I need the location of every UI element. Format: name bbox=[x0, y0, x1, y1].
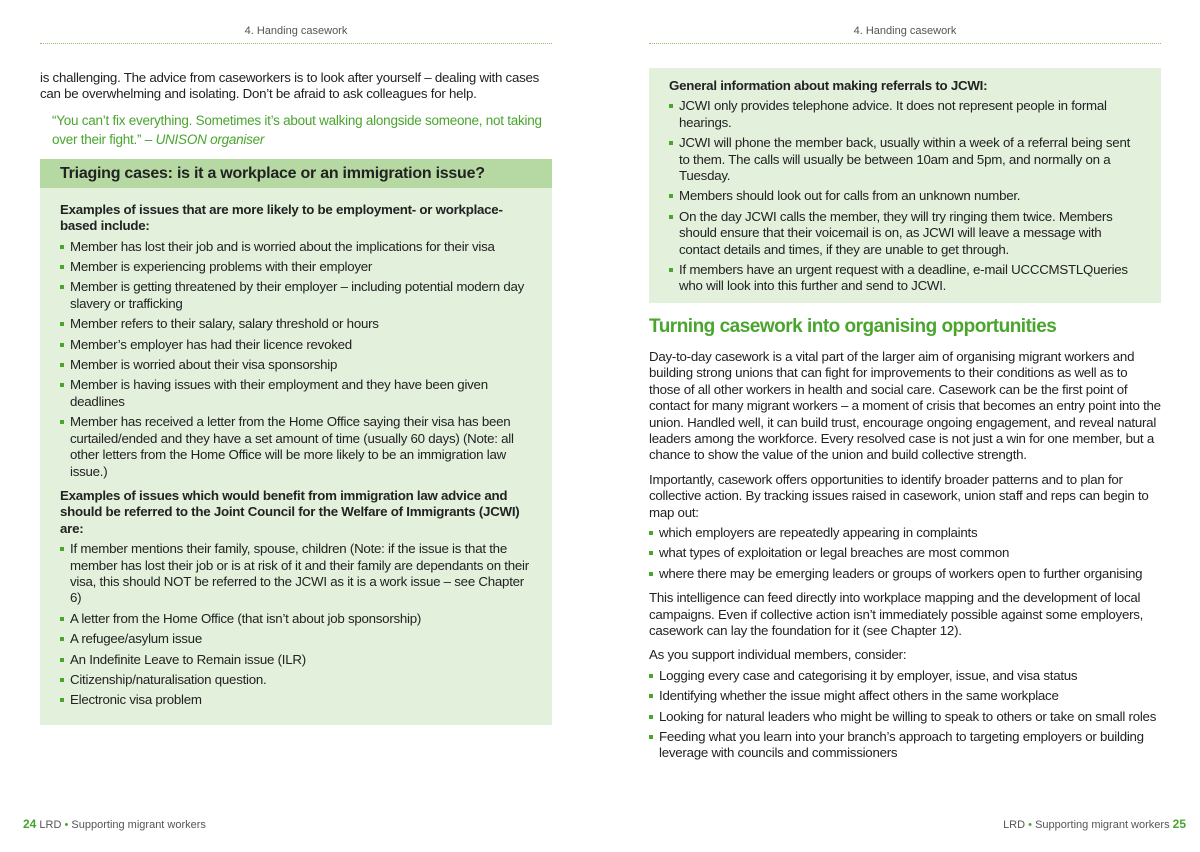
list-item-text: Member is having issues with their employment and they have been given deadlines bbox=[70, 377, 488, 409]
list-item bbox=[669, 209, 1141, 258]
running-head: 4. Handing casework bbox=[853, 25, 957, 37]
bullet-icon bbox=[649, 735, 653, 739]
page-number: 25 bbox=[1172, 817, 1186, 831]
list-item-text: Member is experiencing problems with their employer bbox=[70, 259, 373, 275]
list-item-text: JCWI only provides telephone advice. It does not represent people in formal hearings. bbox=[679, 98, 1107, 130]
page-footer bbox=[23, 817, 206, 831]
list-item-text: Feeding what you learn into your branch’s approach to targeting employers or building leverage with councils and commissioners bbox=[659, 729, 1144, 761]
bullet-icon bbox=[649, 694, 653, 698]
list-item-text: Member’s employer has had their licence revoked bbox=[70, 336, 352, 352]
left-page bbox=[23, 0, 552, 852]
list-item-text: Member refers to their salary, salary threshold or hours bbox=[70, 316, 379, 332]
bullet-icon bbox=[669, 268, 673, 272]
running-head: 4. Handing casework bbox=[244, 25, 348, 37]
list-item-text: Member is getting threatened by their employer – including potential modern day slavery or trafficking bbox=[70, 279, 525, 311]
list-item-text: If members have an urgent request with a deadline, e-mail UCCCMSTLQueries who will look into this further and send to JCWI. bbox=[679, 262, 1128, 294]
bullet-icon bbox=[60, 658, 64, 662]
list-item bbox=[60, 672, 532, 688]
bullet-icon bbox=[60, 547, 64, 551]
employment-list bbox=[60, 239, 532, 480]
triage-box-title: Triaging cases: is it a workplace or an immigration issue? bbox=[40, 159, 552, 188]
list-item bbox=[60, 357, 532, 373]
footer-title: Supporting migrant workers bbox=[71, 819, 206, 831]
bullet-icon bbox=[649, 551, 653, 555]
bullet-icon bbox=[649, 715, 653, 719]
list-item bbox=[649, 545, 1161, 561]
list-item-text: what types of exploitation or legal breaches are most common bbox=[659, 545, 1010, 561]
bullet-icon bbox=[649, 531, 653, 535]
list-item-text: An Indefinite Leave to Remain issue (ILR) bbox=[70, 651, 306, 667]
list-item bbox=[669, 98, 1141, 131]
list-item bbox=[60, 541, 532, 607]
right-content bbox=[649, 68, 1161, 770]
bullet-icon bbox=[669, 141, 673, 145]
list-item bbox=[649, 668, 1161, 684]
paragraph: Day-to-day casework is a vital part of the larger aim of organising migrant workers and building strong unions that can fight for improvements to their conditions as well as to those of all other workers in health and social care. Casework can be the first point of contact for many migrant workers – a moment of crisis that becomes an entry point into the union. Handled well, it can build trust, encourage ongoing engagement, and reveal natural leaders among the workforce. Every resolved case is not just a win for one member, but a chance to show the value of the union and build collective strength. bbox=[649, 348, 1161, 463]
header-divider bbox=[40, 43, 552, 44]
bullet-icon bbox=[60, 678, 64, 682]
list-item bbox=[60, 377, 532, 410]
footer-bullet: • bbox=[1028, 819, 1032, 831]
list-item bbox=[649, 709, 1161, 725]
bullet-icon bbox=[60, 343, 64, 347]
list-item bbox=[60, 337, 532, 353]
list-item-text: Citizenship/naturalisation question. bbox=[70, 671, 267, 687]
pull-quote bbox=[40, 111, 552, 149]
list-item bbox=[60, 239, 532, 255]
paragraph: This intelligence can feed directly into workplace mapping and the development of local campaigns. Even if collective action isn’t immediately possible against some employers, casework can lay the foundation for it (see Chapter 12). bbox=[649, 590, 1144, 638]
list-item bbox=[649, 729, 1161, 762]
list-item-text: where there may be emerging leaders or groups of workers open to further organising bbox=[659, 565, 1143, 581]
list-item bbox=[60, 611, 532, 627]
immigration-list bbox=[60, 541, 532, 709]
footer-publisher: LRD bbox=[1003, 819, 1026, 831]
footer-title: Supporting migrant workers bbox=[1035, 819, 1170, 831]
page-footer bbox=[1003, 817, 1186, 831]
list-item bbox=[649, 525, 1161, 541]
list-item-text: Logging every case and categorising it by employer, issue, and visa status bbox=[659, 667, 1078, 683]
list-item bbox=[60, 631, 532, 647]
bullet-icon bbox=[669, 104, 673, 108]
bullet-icon bbox=[60, 383, 64, 387]
footer-bullet: • bbox=[64, 819, 69, 831]
bullet-icon bbox=[649, 572, 653, 576]
list-item-text: Member has received a letter from the Home Office saying their visa has been curtailed/ended and they have a set amount of time (usually 60 days) (Note: all other letters from the Home Office will be more likely to be an immigration law issue.) bbox=[70, 414, 514, 479]
list-item bbox=[669, 262, 1141, 295]
footer-publisher: LRD bbox=[39, 819, 62, 831]
bullet-icon bbox=[60, 617, 64, 621]
list-item bbox=[669, 135, 1141, 184]
list-item-text: Members should look out for calls from an unknown number. bbox=[679, 188, 1021, 204]
page-number: 24 bbox=[23, 817, 37, 831]
list-item bbox=[669, 188, 1141, 204]
patterns-list bbox=[649, 525, 1161, 582]
list-item-text: Electronic visa problem bbox=[70, 692, 202, 708]
list-item bbox=[60, 692, 532, 708]
bullet-icon bbox=[649, 674, 653, 678]
list-item-text: Identifying whether the issue might affect others in the same workplace bbox=[659, 688, 1059, 704]
list-item bbox=[60, 414, 532, 480]
list-item bbox=[649, 688, 1161, 704]
list-item-text: Member has lost their job and is worried about the implications for their visa bbox=[70, 238, 495, 254]
jcwi-list bbox=[669, 98, 1141, 294]
bullet-icon bbox=[60, 285, 64, 289]
immigration-heading: Examples of issues which would benefit from immigration law advice and should be referred to the Joint Council for the Welfare of Immigrants (JCWI) are: bbox=[60, 487, 520, 536]
list-item-text: A refugee/asylum issue bbox=[70, 631, 202, 647]
list-item bbox=[60, 259, 532, 275]
bullet-icon bbox=[60, 322, 64, 326]
list-item bbox=[60, 279, 532, 312]
quote-attribution: UNISON organiser bbox=[155, 131, 265, 147]
list-item-text: JCWI will phone the member back, usually within a week of a referral being sent to them. The calls will usually be between 10am and 5pm, and normally on a Tuesday. bbox=[679, 135, 1131, 184]
list-item bbox=[649, 566, 1161, 582]
employment-heading: Examples of issues that are more likely to be employment- or workplace-based include: bbox=[60, 201, 503, 234]
bullet-icon bbox=[60, 637, 64, 641]
bullet-icon bbox=[60, 420, 64, 424]
list-item-text: On the day JCWI calls the member, they will try ringing them twice. Members should ensure that their voicemail is on, as JCWI will leave a message with contact details and times, if they are unable to get through. bbox=[679, 208, 1113, 257]
bullet-icon bbox=[60, 363, 64, 367]
paragraph: Importantly, casework offers opportunities to identify broader patterns and to plan for collective action. By tracking issues raised in casework, union staff and reps can begin to map out: bbox=[649, 471, 1149, 520]
section-title: Turning casework into organising opportunities bbox=[649, 315, 1057, 337]
jcwi-heading: General information about making referrals to JCWI: bbox=[669, 78, 988, 93]
list-item bbox=[60, 652, 532, 668]
bullet-icon bbox=[669, 215, 673, 219]
paragraph: As you support individual members, consider: bbox=[649, 647, 907, 663]
consider-list bbox=[649, 668, 1161, 762]
list-item-text: If member mentions their family, spouse, children (Note: if the issue is that the member has lost their job or is at risk of it and their family are dependants on their visa, this should NOT be referred to the JCWI as it is a work issue – see Chapter 6) bbox=[70, 541, 529, 606]
list-item-text: which employers are repeatedly appearing in complaints bbox=[659, 524, 978, 540]
triage-box bbox=[40, 159, 552, 725]
quote-text: “You can’t fix everything. Sometimes it’s about walking alongside someone, not taking over their fight.” – bbox=[52, 112, 542, 147]
list-item-text: Looking for natural leaders who might be willing to speak to others or take on small roles bbox=[659, 708, 1157, 724]
list-item-text: Member is worried about their visa sponsorship bbox=[70, 357, 338, 373]
bullet-icon bbox=[669, 194, 673, 198]
header-divider bbox=[649, 43, 1161, 44]
list-item bbox=[60, 316, 532, 332]
intro-paragraph: is challenging. The advice from caseworkers is to look after yourself – dealing with cases can be overwhelming and isolating. Don’t be afraid to ask colleagues for help. bbox=[40, 70, 540, 102]
right-page bbox=[649, 0, 1186, 852]
list-item-text: A letter from the Home Office (that isn’t about job sponsorship) bbox=[70, 610, 422, 626]
bullet-icon bbox=[60, 245, 64, 249]
left-content bbox=[40, 70, 552, 725]
jcwi-box bbox=[649, 68, 1161, 303]
bullet-icon bbox=[60, 265, 64, 269]
bullet-icon bbox=[60, 698, 64, 702]
